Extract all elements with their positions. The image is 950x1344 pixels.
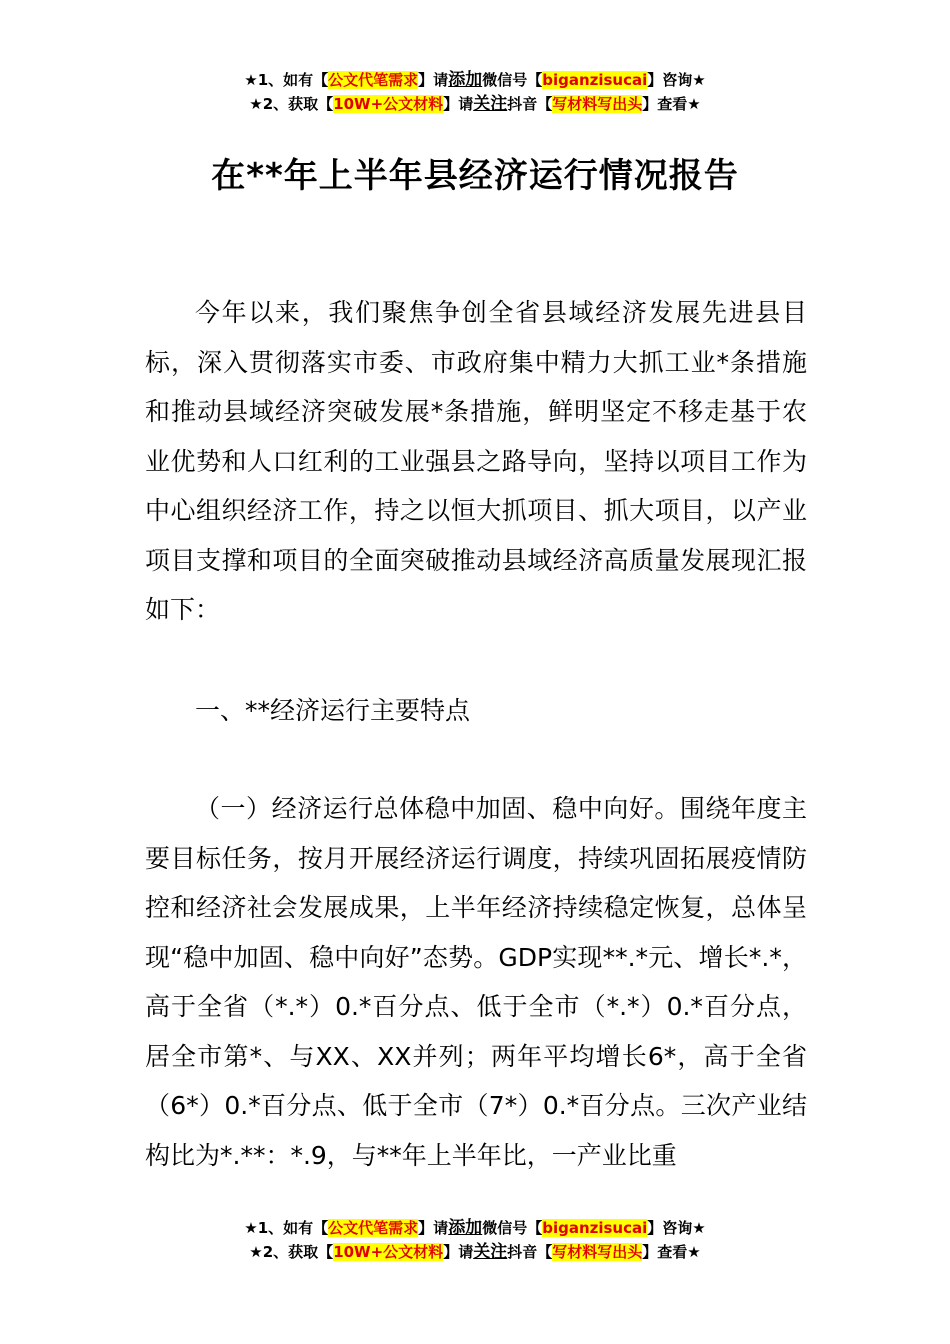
- banner-text: ★1、如有【: [244, 71, 329, 89]
- banner-line-1: [0, 68, 950, 92]
- banner-text: 抖音【: [507, 95, 553, 113]
- highlight-douyin-account: 写材料写出头: [552, 95, 643, 113]
- banner-line-1: [0, 1216, 950, 1240]
- banner-text: 微信号【: [482, 71, 543, 89]
- banner-text: ★2、获取【: [249, 95, 334, 113]
- highlight-service: 公文代笔需求: [328, 71, 419, 89]
- header-banner: [0, 68, 950, 116]
- banner-text: 抖音【: [507, 1243, 553, 1261]
- banner-text: 】咨询★: [647, 71, 706, 89]
- banner-text: 】请: [418, 71, 449, 89]
- highlight-wechat-id: biganzisucai: [542, 71, 648, 89]
- highlight-materials: 10W+公文材料: [333, 1243, 444, 1261]
- emphasis-text: 添加: [448, 1218, 483, 1238]
- highlight-materials: 10W+公文材料: [333, 95, 444, 113]
- banner-text: 】请: [418, 1219, 449, 1237]
- banner-text: 】查看★: [642, 1243, 701, 1261]
- footer-banner: [0, 1216, 950, 1264]
- highlight-service: 公文代笔需求: [328, 1219, 419, 1237]
- banner-text: 】请: [443, 95, 474, 113]
- document-title: 在**年上半年县经济运行情况报告: [211, 156, 739, 196]
- banner-text: 】请: [443, 1243, 474, 1261]
- section-heading: 一、**经济运行主要特点: [195, 696, 471, 725]
- body-paragraph: （一）经济运行总体稳中加固、稳中向好。围绕年度主要目标任务，按月开展经济运行调度，持续巩固拓展疫情防控和经济社会发展成果，上半年经济持续稳定恢复，总体呈现“稳中加固、稳中向好”态势。GDP实现**.*元、增长*.*，高于全省（*.*）0.*百分点、低于全市（*.*）0.*百分点，居全市第*、与XX、XX并列；两年平均增长6*，高于全省（6*）0.*百分点、低于全市（7*）0.*百分点。三次产业结构比为*.**：*.9，与**年上半年比，一产业比重: [145, 794, 807, 1170]
- banner-text: 微信号【: [482, 1219, 543, 1237]
- banner-line-2: [0, 92, 950, 116]
- banner-text: 】咨询★: [647, 1219, 706, 1237]
- emphasis-text: 关注: [473, 94, 508, 114]
- banner-line-2: [0, 1240, 950, 1264]
- intro-paragraph: 今年以来，我们聚焦争创全省县域经济发展先进县目标，深入贯彻落实市委、市政府集中精力大抓工业*条措施和推动县域经济突破发展*条措施，鲜明坚定不移走基于农业优势和人口红利的工业强县之路导向，坚持以项目工作为中心组织经济工作，持之以恒大抓项目、抓大项目，以产业项目支撑和项目的全面突破推动县域经济高质量发展现汇报如下：: [145, 298, 807, 624]
- highlight-douyin-account: 写材料写出头: [552, 1243, 643, 1261]
- highlight-wechat-id: biganzisucai: [542, 1219, 648, 1237]
- emphasis-text: 添加: [448, 70, 483, 90]
- emphasis-text: 关注: [473, 1242, 508, 1262]
- banner-text: ★1、如有【: [244, 1219, 329, 1237]
- banner-text: ★2、获取【: [249, 1243, 334, 1261]
- banner-text: 】查看★: [642, 95, 701, 113]
